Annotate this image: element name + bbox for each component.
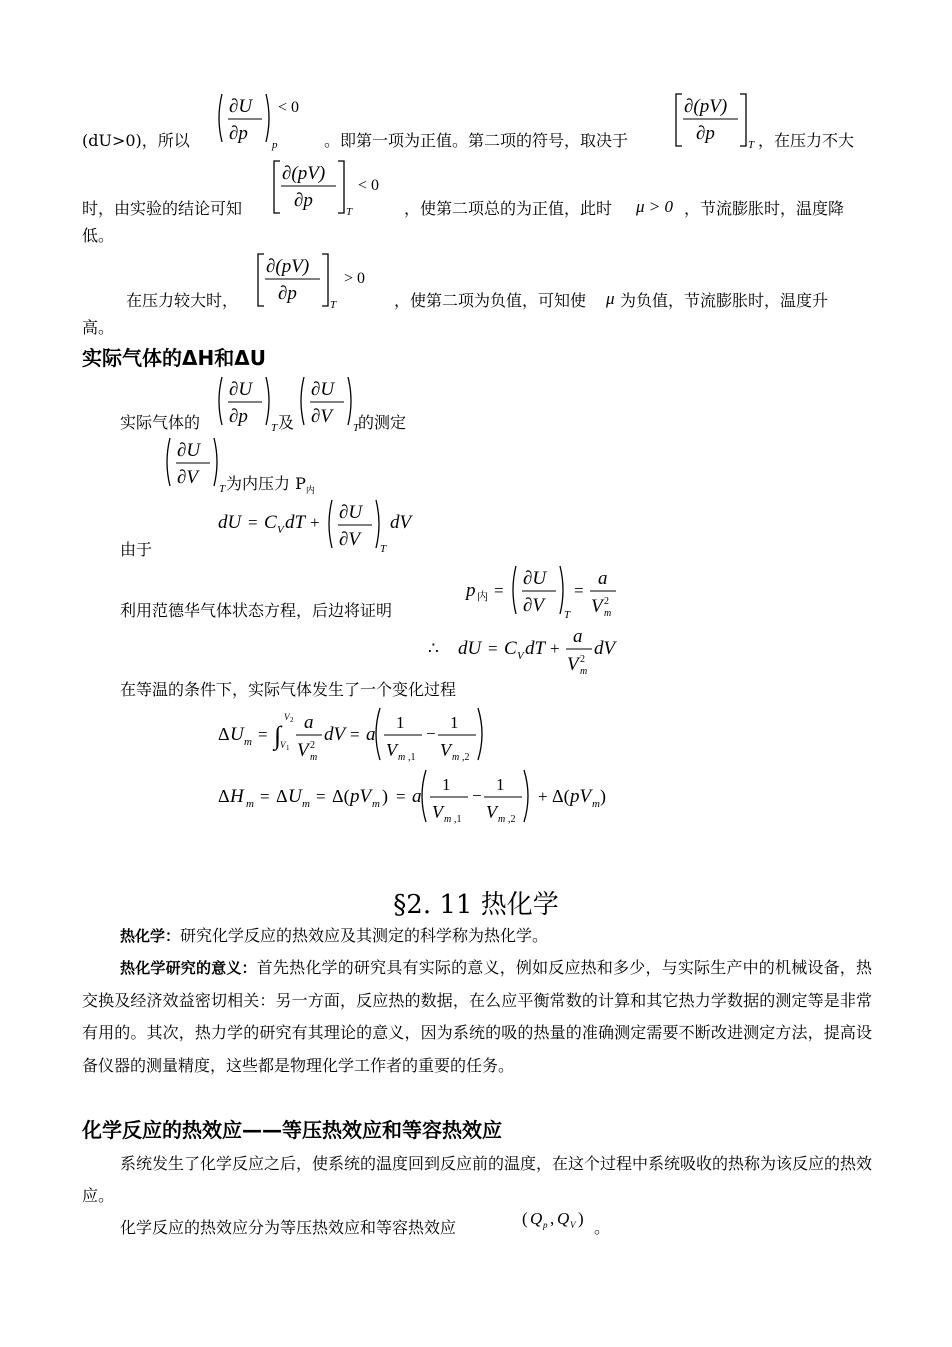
svg-text:V: V — [440, 740, 451, 760]
svg-text:m: m — [498, 814, 506, 825]
svg-text:,1: ,1 — [408, 752, 416, 763]
svg-text:=: = — [494, 581, 504, 600]
section-heading: 化学反应的热效应——等压热效应和等容热效应 — [82, 1118, 502, 1142]
svg-text:,2: ,2 — [508, 814, 516, 825]
svg-text:dU: dU — [218, 512, 242, 533]
svg-text:C: C — [504, 638, 517, 659]
svg-text:m: m — [604, 608, 612, 619]
svg-text:T: T — [380, 543, 387, 555]
svg-text:Q: Q — [557, 1209, 570, 1228]
text-line: 在等温的条件下，实际气体发生了一个变化过程 — [120, 680, 457, 699]
svg-text:T: T — [271, 422, 278, 434]
svg-text:Δ: Δ — [218, 724, 230, 744]
equation-delta-Hm — [216, 766, 606, 830]
svg-text:∂V: ∂V — [523, 595, 544, 616]
section-title: §2. 11 热化学 — [393, 890, 559, 920]
svg-text:,1: ,1 — [454, 814, 462, 825]
svg-text:2: 2 — [604, 596, 609, 607]
svg-text:1: 1 — [496, 775, 505, 794]
text-line: ，使第二项总的为正值，此时 — [404, 199, 613, 218]
text-line: 在压力较大时， — [126, 291, 239, 310]
svg-text:m: m — [592, 798, 600, 810]
svg-text:Δ(: Δ( — [552, 786, 570, 806]
svg-text:dT: dT — [525, 638, 546, 659]
svg-text:=: = — [258, 725, 268, 744]
svg-text:): ) — [578, 1209, 584, 1228]
svg-text:dV: dV — [324, 724, 346, 745]
section-heading: 实际气体的ΔH和ΔU — [82, 346, 266, 370]
svg-text:pV: pV — [570, 786, 592, 807]
significance-paragraph: 热化学研究的意义：首先热化学的研究具有实际的意义，例如反应热和多少，与实际生产中的机械设备，热交换及经济效益密切相关：另一方面，反应热的数据，在么应平衡常数的计算和其它热力学数据的测定等是非常有用的。其次，热力学的研究有其理论的意义，因为系统的吸的热量的准确测定需要不断改进测定方法，提高设备仪器的测量精度，这些都是物理化学工作者的重要的任务。 — [82, 958, 872, 1075]
svg-text:V: V — [570, 1220, 576, 1230]
svg-text:m: m — [372, 798, 380, 810]
svg-text:C: C — [264, 512, 277, 533]
definition-paragraph: 热化学：研究化学反应的热效应及其测定的科学称为热化学。 — [120, 926, 549, 945]
svg-text:m: m — [246, 798, 254, 810]
svg-text:U: U — [230, 724, 244, 745]
svg-text:m: m — [302, 798, 310, 810]
svg-text:V: V — [567, 654, 579, 675]
svg-text:∂U: ∂U — [229, 379, 253, 400]
text-line: 化学反应的热效应分为等压热效应和等容热效应 — [120, 1218, 457, 1237]
svg-text:V: V — [297, 740, 309, 761]
svg-text:a: a — [412, 786, 422, 807]
text-line: 低。 — [82, 226, 115, 245]
text-line: 时，由实验的结论可知 — [82, 199, 243, 218]
svg-text:dV: dV — [390, 512, 412, 533]
partial-derivative-U-p-T — [214, 373, 280, 437]
svg-text:+: + — [550, 639, 560, 658]
heat-symbols — [522, 1204, 602, 1234]
svg-text:=: = — [350, 725, 360, 744]
equation-therefore — [426, 624, 626, 680]
svg-text:m: m — [310, 752, 318, 763]
svg-text:< 0: < 0 — [358, 177, 380, 194]
svg-text:p: p — [466, 580, 476, 601]
svg-text:m: m — [398, 752, 406, 763]
svg-text:m: m — [444, 814, 452, 825]
svg-text:> 0: > 0 — [344, 270, 366, 287]
text-line: (dU>0)，所以 — [82, 131, 190, 150]
svg-text:Δ: Δ — [218, 786, 230, 806]
svg-text:V: V — [486, 802, 497, 822]
svg-text:Δ(: Δ( — [332, 786, 350, 806]
svg-text:H: H — [230, 786, 244, 807]
svg-text:=: = — [488, 639, 498, 658]
heat-effect-paragraph: 系统发生了化学反应之后，使系统的温度回到反应前的温度，在这个过程中系统吸收的热称为该反应的热效应。 — [82, 1154, 873, 1205]
svg-text:Q: Q — [530, 1209, 543, 1228]
svg-text:+: + — [538, 787, 548, 806]
svg-text:T: T — [330, 299, 337, 311]
svg-text:−: − — [426, 724, 436, 743]
partial-derivative-pV-p — [672, 90, 762, 156]
svg-text:pV: pV — [350, 786, 372, 807]
text-line: 的测定 — [358, 413, 407, 432]
svg-text:∂U: ∂U — [339, 502, 363, 523]
svg-text:dU: dU — [458, 638, 482, 659]
svg-text:V: V — [277, 524, 284, 536]
svg-text:1: 1 — [396, 713, 405, 732]
svg-text:∂(pV): ∂(pV) — [266, 256, 310, 277]
svg-text:=: = — [248, 513, 258, 532]
svg-text:a: a — [366, 724, 376, 745]
svg-text:+: + — [310, 513, 320, 532]
svg-text:∂(pV): ∂(pV) — [282, 163, 326, 184]
text-line: 。 — [594, 1218, 611, 1237]
text-line: ，使第二项为负值，可知使 — [394, 291, 587, 310]
svg-text:U: U — [288, 786, 302, 807]
text-line: 利用范德华气体状态方程，后边将证明 — [120, 601, 393, 620]
svg-text:=: = — [260, 787, 270, 806]
text-line: 及 — [278, 413, 295, 432]
svg-text:=: = — [316, 787, 326, 806]
svg-text:V: V — [432, 802, 443, 822]
text-line: 实际气体的 — [120, 413, 201, 432]
svg-text:p: p — [272, 139, 278, 151]
partial-derivative-U-V-T — [296, 373, 362, 437]
equation-internal-pressure — [464, 560, 634, 624]
svg-text:∂p: ∂p — [229, 406, 248, 427]
text-line: 为负值，节流膨胀时，温度升 — [620, 291, 829, 310]
partial-derivative-pV-p — [270, 157, 400, 223]
svg-text:m: m — [452, 752, 460, 763]
svg-text:T: T — [219, 483, 226, 495]
svg-text:,2: ,2 — [462, 752, 470, 763]
partial-derivative-pV-p — [254, 250, 384, 316]
svg-text:,: , — [550, 1209, 555, 1228]
equation-delta-Um — [216, 702, 486, 766]
text-line: 为内压力 $P_内$ — [226, 474, 315, 497]
svg-text:T: T — [748, 139, 755, 151]
text-line: 高。 — [82, 318, 115, 337]
svg-text:T: T — [564, 609, 571, 621]
svg-text:): ) — [382, 786, 388, 806]
svg-text:dV: dV — [594, 638, 616, 659]
svg-text:p: p — [543, 1220, 548, 1230]
partial-derivative-U-V-T — [162, 434, 228, 498]
text-line: ，在压力不大 — [758, 131, 855, 150]
svg-text:a: a — [573, 626, 583, 647]
svg-text:(: ( — [522, 1209, 528, 1228]
svg-text:m: m — [244, 736, 252, 748]
rel-lt0: < 0 — [278, 99, 300, 116]
mu-symbol: μ — [606, 289, 615, 308]
svg-text:=: = — [396, 787, 406, 806]
svg-text:V: V — [517, 650, 524, 662]
svg-text:∂U: ∂U — [311, 379, 335, 400]
svg-text:2: 2 — [310, 740, 315, 751]
svg-text:∂V: ∂V — [177, 467, 198, 488]
svg-text:): ) — [600, 786, 606, 806]
svg-text:T: T — [353, 422, 360, 434]
svg-text:2: 2 — [290, 716, 294, 724]
svg-text:∂p: ∂p — [294, 190, 313, 211]
svg-text:1: 1 — [450, 713, 459, 732]
partial-derivative-U-p — [214, 90, 314, 156]
svg-text:V: V — [280, 740, 286, 750]
svg-text:1: 1 — [442, 775, 451, 794]
svg-text:=: = — [574, 581, 584, 600]
svg-text:∂p: ∂p — [278, 283, 297, 304]
svg-text:a: a — [304, 712, 314, 733]
svg-text:∂p: ∂p — [696, 123, 715, 144]
svg-text:−: − — [472, 786, 482, 805]
svg-text:∂V: ∂V — [339, 529, 360, 550]
text-line: ，节流膨胀时，温度降 — [684, 199, 845, 218]
svg-text:∫: ∫ — [274, 721, 282, 750]
svg-text:V: V — [591, 596, 603, 617]
equation-dU — [216, 494, 416, 556]
svg-text:T: T — [346, 206, 353, 218]
svg-text:∂V: ∂V — [311, 406, 332, 427]
svg-text:Δ: Δ — [276, 786, 288, 806]
svg-text:V: V — [284, 712, 290, 722]
svg-text:dT: dT — [285, 512, 306, 533]
svg-text:∂U: ∂U — [229, 96, 253, 117]
svg-text:m: m — [580, 666, 588, 677]
svg-text:a: a — [598, 568, 608, 589]
svg-text:∂p: ∂p — [229, 123, 248, 144]
svg-text:∂U: ∂U — [523, 568, 547, 589]
svg-text:∂(pV): ∂(pV) — [684, 96, 728, 117]
text-line: 。即第一项为正值。第二项的符号，取决于 — [324, 131, 629, 150]
svg-text:∴: ∴ — [428, 639, 439, 658]
svg-text:1: 1 — [286, 744, 290, 752]
svg-text:V: V — [386, 740, 397, 760]
svg-text:2: 2 — [580, 654, 585, 665]
mu-symbol: μ > 0 — [636, 197, 674, 216]
text-line: 由于 — [120, 540, 153, 559]
svg-text:∂U: ∂U — [177, 440, 201, 461]
svg-text:内: 内 — [477, 591, 488, 603]
